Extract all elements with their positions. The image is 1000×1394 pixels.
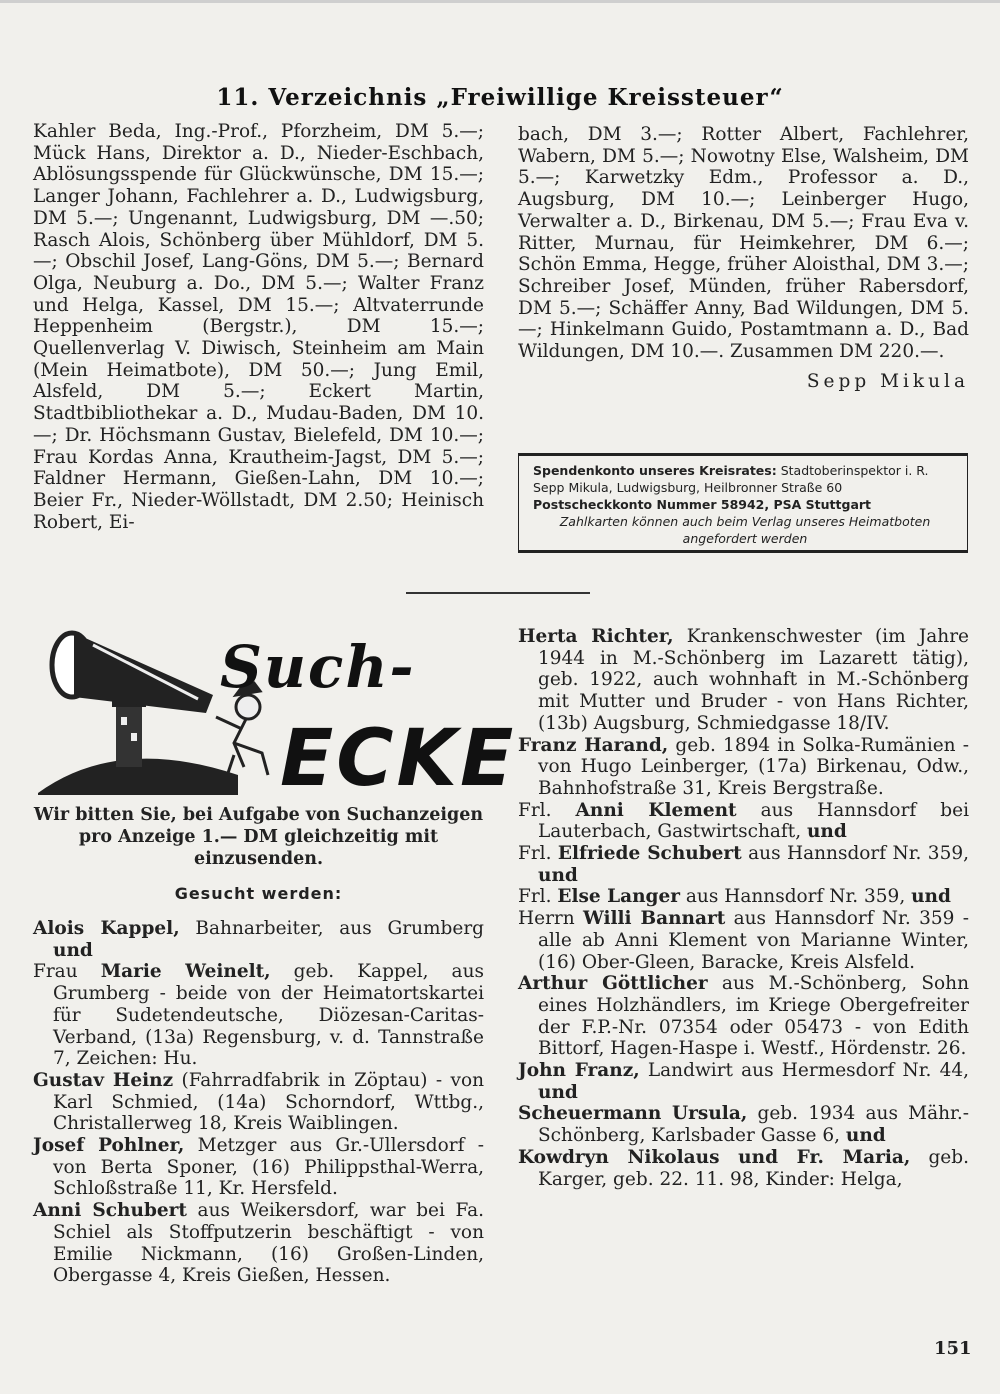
entry-right-2: Frl. Anni Klement aus Hannsdorf bei Lauterbach, Gastwirtschaft, und	[518, 799, 969, 843]
entry-right-8: Scheuermann Ursula, geb. 1934 aus Mähr.-Schönberg, Karlsbader Gasse 6, und	[518, 1103, 970, 1147]
entry-right-6: Arthur Göttlicher aus M.-Schönberg, Sohn eines Holzhändlers, im Kriege Obergefreiter der F.P.-Nr. 07354 oder 05473 - von Edith Bittorf, Hagen-Haspe i. Westf., Hördenstr. 26.	[518, 973, 969, 1060]
entry-right-4: Frl. Else Langer aus Hannsdorf Nr. 359, und	[518, 886, 951, 908]
search-entries-right	[518, 626, 969, 1190]
box-line-1-rest: Stadtoberinspektor i. R. Sepp Mikula, Ludwigsburg, Heilbronner Straße 60	[533, 463, 929, 495]
entry-left-4: Anni Schubert aus Weikersdorf, war bei Fa. Schiel als Stoffputzerin beschäftigt - von Emilie Nickmann, (16) Großen-Linden, Obergasse 4, Kreis Gießen, Hessen.	[33, 1200, 484, 1287]
section-divider	[406, 592, 590, 594]
entry-left-0: Alois Kappel, Bahnarbeiter, aus Grumberg und	[33, 918, 485, 961]
logo-ecke-text: ECKE	[280, 714, 517, 804]
box-line-1-bold: Spendenkonto unseres Kreisrates:	[533, 463, 777, 478]
top-border	[0, 0, 1000, 3]
box-line-3: Zahlkarten können auch beim Verlag unseres Heimatboten angefordert werden	[559, 514, 931, 546]
box-line-1	[533, 462, 957, 496]
signature: Sepp Mikula	[806, 370, 969, 392]
entry-right-9: Kowdryn Nikolaus und Fr. Maria, geb. Karger, geb. 22. 11. 98, Kinder: Helga,	[518, 1146, 969, 1190]
entry-right-5: Herrn Willi Bannart aus Hannsdorf Nr. 359 - alle ab Anni Klement von Marianne Winter, (16) Ober-Gleen, Baracke, Kreis Alsfeld.	[518, 908, 969, 973]
entry-left-2: Gustav Heinz (Fahrradfabrik in Zöptau) - von Karl Schmied, (14a) Schorndorf, Wttbg., Christallerweg 18, Kreis Waiblingen.	[33, 1069, 484, 1135]
donation-account-box	[518, 453, 968, 553]
such-ecke-logo	[38, 625, 517, 804]
entry-right-7: John Franz, Landwirt aus Hermesdorf Nr. 44, und	[518, 1060, 970, 1103]
entry-left-3: Josef Pohlner, Metzger aus Gr.-Ullersdorf - von Berta Sponer, (16) Philippsthal-Werra, Schloßstraße 11, Kr. Hersfeld.	[33, 1135, 484, 1200]
donations-column-right	[518, 124, 969, 392]
search-entries-left	[33, 918, 484, 1287]
telescope-icon	[52, 633, 213, 713]
donations-column-left	[33, 121, 484, 533]
section-heading: 11. Verzeichnis „Freiwillige Kreissteuer“	[216, 84, 784, 111]
donations-text-left: Kahler Beda, Ing.-Prof., Pforzheim, DM 5.—; Mück Hans, Direktor a. D., Nieder-Eschbach, Ablösungsspende für Glückwünsche, DM 15.—; Langer Johann, Fachlehrer a. D., Ludwigsburg, DM 5.—; Ungenannt, Ludwigsburg, DM —.50; Rasch Alois, Schönberg über Mühldorf, DM 5.—; Obschil Josef, Lang-Göns, DM 5.—; Bernard Olga, Neuburg a. Do., DM 5.—; Walter Franz und Helga, Kassel, DM 15.—; Altvaterrunde Heppenheim (Bergstr.), DM 15.—; Quellenverlag V. Diwisch, Steinheim am Main (Mein Heimatbote), DM 50.—; Jung Emil, Alsfeld, DM 5.—; Eckert Martin, Stadtbibliothekar a. D., Mudau-Baden, DM 10.—; Dr. Höchsmann Gustav, Bielefeld, DM 10.—; Frau Kordas Anna, Krautheim-Jagst, DM 5.—; Faldner Hermann, Gießen-Lahn, DM 10.—; Beier Fr., Nieder-Wöllstadt, DM 2.50; Heinisch Robert, Ei-	[33, 121, 484, 533]
logo-such-text: Such-	[220, 633, 416, 701]
entry-left-1: Frau Marie Weinelt, geb. Kappel, aus Grumberg - beide von der Heimatortskartei für Sudetendeutsche, Diözesan-Caritas-Verband, (13a) Regensburg, v. d. Tannstraße 7, Zeichen: Hu.	[33, 961, 484, 1070]
donations-text-right: bach, DM 3.—; Rotter Albert, Fachlehrer, Wabern, DM 5.—; Nowotny Else, Walsheim, DM 5.—; Karwetzky Edm., Professor a. D., Augsburg, DM 10.—; Leinberger Hugo, Verwalter a. D., Birkenau, DM 5.—; Frau Eva v. Ritter, Murnau, für Heimkehrer, DM 6.—; Schön Emma, Hegge, früher Aloisthal, DM 3.—; Schreiber Josef, Münden, früher Rabersdorf, DM 5.—; Schäffer Anny, Bad Wildungen, DM 5.—; Hinkelmann Guido, Postamtmann a. D., Bad Wildungen, DM 10.—. Zusammen DM 220.—.	[518, 124, 969, 363]
box-line-2: Postscheckkonto Nummer 58942, PSA Stuttgart	[533, 497, 872, 512]
intro-notice: Wir bitten Sie, bei Aufgabe von Suchanzeigen pro Anzeige 1.— DM gleichzeitig mit einzusenden.	[33, 805, 484, 869]
wanted-heading: Gesucht werden:	[174, 884, 343, 903]
entry-right-0: Herta Richter, Krankenschwester (im Jahre 1944 in M.-Schönberg im Lazarett tätig), geb. 1922, auch wohnhaft in M.-Schönberg mit Mutter und Bruder - von Hans Richter, (13b) Augsburg, Schmiedgasse 18/IV.	[518, 626, 969, 734]
page-number: 151	[934, 1338, 972, 1359]
entry-right-1: Franz Harand, geb. 1894 in Solka-Rumänien - von Hugo Leinberger, (17a) Birkenau, Odw., Bahnhofstraße 31, Kreis Bergstraße.	[518, 734, 970, 799]
entry-right-3: Frl. Elfriede Schubert aus Hannsdorf Nr. 359, und	[518, 843, 969, 886]
